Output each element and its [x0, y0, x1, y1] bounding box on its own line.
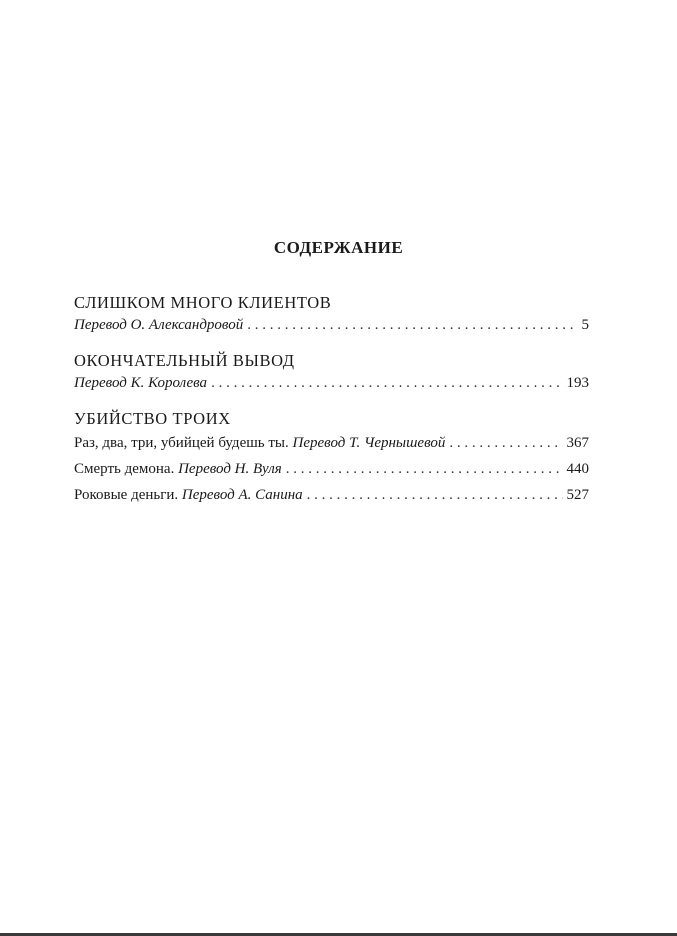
entry-translator: Перевод О. Александровой	[74, 317, 244, 333]
dot-leader	[247, 314, 577, 336]
dot-leader	[449, 430, 562, 456]
entry-title: Смерть демона.	[74, 461, 175, 477]
entry-title: Раз, два, три, убийцей будешь ты.	[74, 435, 289, 451]
entry-translator: Перевод К. Королева	[74, 375, 208, 391]
dot-leader	[307, 482, 563, 508]
entry-page-number: 5	[581, 317, 589, 333]
entry-page-number: 193	[566, 375, 589, 391]
entry-translator: Перевод Т. Чернышевой	[292, 435, 446, 451]
toc-entry[interactable]	[74, 430, 589, 456]
section-heading: УБИЙСТВО ТРОИХ	[74, 409, 231, 428]
toc-section	[74, 350, 589, 394]
contents-title: СОДЕРЖАНИЕ	[273, 238, 404, 257]
entry-title: Роковые деньги.	[74, 487, 179, 503]
toc-section	[74, 408, 589, 508]
toc-entry[interactable]	[74, 314, 589, 336]
entry-page-number: 440	[566, 461, 589, 477]
entry-translator: Перевод А. Санина	[181, 487, 303, 503]
table-of-contents	[74, 292, 589, 522]
dot-leader	[211, 372, 562, 394]
toc-entry[interactable]	[74, 482, 589, 508]
entry-page-number: 367	[566, 435, 589, 451]
toc-entry[interactable]	[74, 456, 589, 482]
toc-section	[74, 292, 589, 336]
entry-translator: Перевод Н. Вуля	[178, 461, 282, 477]
entry-page-number: 527	[566, 487, 589, 503]
dot-leader	[286, 456, 563, 482]
toc-entry[interactable]	[74, 372, 589, 394]
section-heading: ОКОНЧАТЕЛЬНЫЙ ВЫВОД	[74, 351, 295, 370]
section-heading: СЛИШКОМ МНОГО КЛИЕНТОВ	[74, 293, 332, 312]
